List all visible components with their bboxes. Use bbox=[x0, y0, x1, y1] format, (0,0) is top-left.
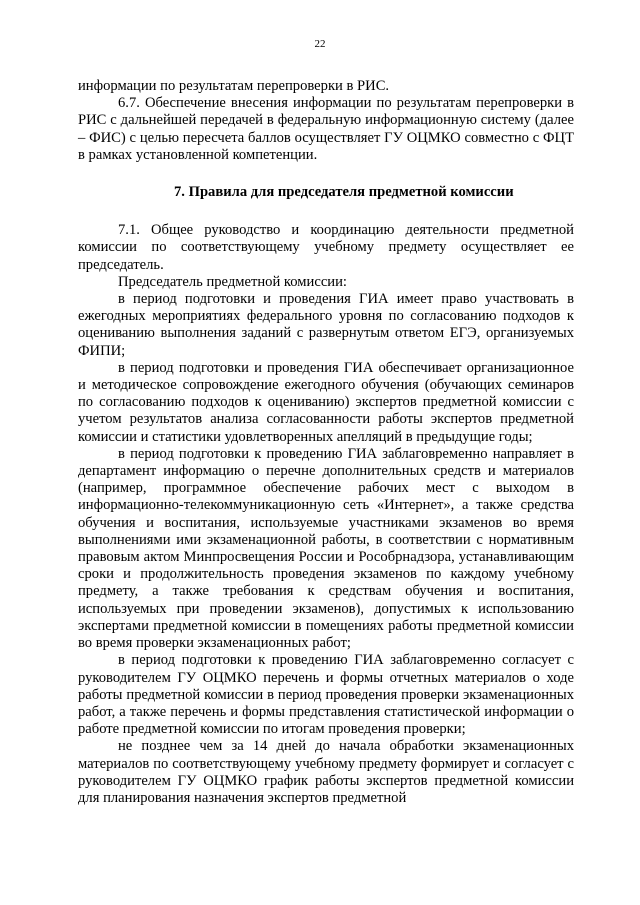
paragraph-item-5: не позднее чем за 14 дней до начала обработки экзаменационных материалов по соответствующему учебному предмету формирует и согласует с руководителем ГУ ОЦМКО график работы экспертов предметной комиссии для планирования назначения экспертов предметной bbox=[78, 738, 574, 806]
paragraph-item-3: в период подготовки к проведению ГИА заблаговременно направляет в департамент информацию о перечне дополнительных средств и материалов (например, программное обеспечение рабочих мест с выходом в информационно-телекоммуникационную сеть «Интернет», а также средства обучения и воспитания, используемые участниками экзаменов во время выполнениями ими экзаменационной работы, в соответствии с нормативным правовым актом Минпросвещения России и Рособрнадзора, устанавливающим сроки и продолжительность проведения экзаменов по каждому учебному предмету, а также требования к средствам обучения и воспитания, используемых при проведении экзаменов), допустимых к использованию экспертами предметной комиссии в помещениях работы предметной комиссии во время проверки экзаменационных работ; bbox=[78, 445, 574, 652]
paragraph-chairman-intro: Председатель предметной комиссии: bbox=[118, 273, 347, 290]
paragraph-item-2: в период подготовки и проведения ГИА обеспечивает организационное и методическое сопровождение ежегодного обучения (обучающих семинаров по согласованию подходов к оцениванию) экспертов предметной комиссии с учетом результатов анализа согласованности работы экспертов предметной комиссии и статистики удовлетворенных апелляций в предыдущие годы; bbox=[78, 359, 574, 445]
paragraph-item-1: в период подготовки и проведения ГИА имеет право участвовать в ежегодных мероприятиях федерального уровня по согласованию подходов к оцениванию выполнения заданий с развернутым ответом ЕГЭ, организуемых ФИПИ; bbox=[78, 291, 574, 359]
paragraph-item-4: в период подготовки к проведению ГИА заблаговременно согласует с руководителем ГУ ОЦМКО перечень и формы отчетных материалов о ходе работы предметной комиссии в период проведения проверки экзаменационных работ, а также перечень и формы представления статистической информации о работе предметной комиссии по итогам проведения проверки; bbox=[78, 652, 574, 738]
section-heading: 7. Правила для председателя предметной комиссии bbox=[174, 184, 514, 201]
document-body bbox=[78, 78, 574, 807]
paragraph-6-7: 6.7. Обеспечение внесения информации по результатам перепроверки в РИС с дальнейшей передачей в федеральную информационную систему (далее – ФИС) с целью пересчета баллов осуществляет ГУ ОЦМКО совместно с ФЦТ в рамках установленной компетенции. bbox=[78, 95, 574, 163]
paragraph-7-1: 7.1. Общее руководство и координацию деятельности предметной комиссии по соответствующему учебному предмету осуществляет ее председатель. bbox=[78, 222, 574, 273]
paragraph-continuation: информации по результатам перепроверки в РИС. bbox=[78, 78, 390, 94]
page-number: 22 bbox=[314, 38, 326, 50]
